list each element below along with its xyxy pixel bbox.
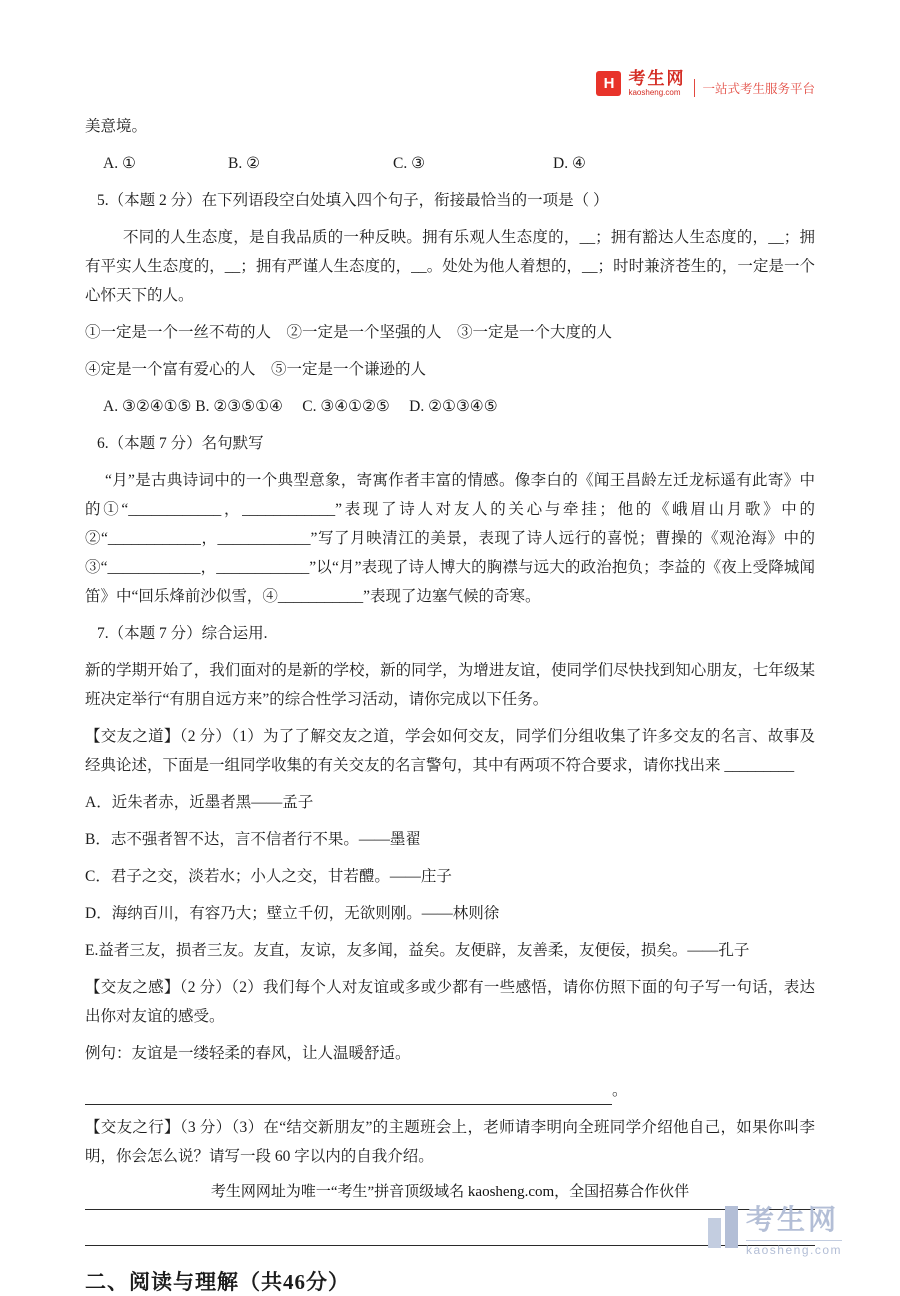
watermark-bar-left — [708, 1218, 721, 1248]
logo-slogan: 一站式考生服务平台 — [694, 79, 815, 97]
question7-part1: 【交友之道】（2 分）（1）为了了解交友之道，学会如何交友，同学们分组收集了许多交友的名言、故事及经典论述，下面是一组同学收集的有关交友的名言警句，其中有两项不符合要求，请你找出来 _________ — [85, 728, 815, 774]
question7-quote-a: A．近朱者赤，近墨者黑——孟子 — [85, 794, 314, 811]
kaosheng-watermark — [708, 1206, 842, 1257]
question7-quote-b: B．志不强者智不达，言不信者行不果。——墨翟 — [85, 831, 421, 848]
watermark-bar-right — [725, 1206, 738, 1248]
question7-quote-e: E.益者三友，损者三友。友直，友谅，友多闻，益矣。友便辟，友善柔，友便佞，损矣。——孔子 — [85, 942, 750, 959]
question4-option-c: C. ③ — [393, 155, 425, 172]
watermark-domain: kaosheng.com — [746, 1240, 842, 1257]
kaosheng-logo — [596, 70, 815, 97]
answer-line-2 — [85, 1215, 815, 1246]
kaosheng-watermark-icon — [708, 1206, 738, 1248]
question7-example: 例句：友谊是一缕轻柔的春风，让人温暖舒适。 — [85, 1045, 411, 1062]
answer-line-period: 。 — [612, 1082, 628, 1099]
question7-quote-c: C．君子之交，淡若水；小人之交，甘若醴。——庄子 — [85, 868, 452, 885]
kaosheng-logo-icon: H — [596, 71, 621, 96]
question7-part2: 【交友之感】（2 分）（2）我们每个人对友谊或多或少都有一些感悟，请你仿照下面的句子写一句话，表达出你对友谊的感受。 — [85, 979, 815, 1025]
kaosheng-watermark-text — [746, 1206, 842, 1257]
question5-items-line1: ①一定是一个一丝不苟的人 ②一定是一个坚强的人 ③一定是一个大度的人 — [85, 324, 613, 341]
question7-part3: 【交友之行】（3 分）（3）在“结交新朋友”的主题班会上，老师请李明向全班同学介绍他自己，如果你叫李明，你会怎么说？请写一段 60 字以内的自我介绍。 — [85, 1119, 815, 1165]
paragraph-tail: 美意境。 — [85, 118, 148, 135]
answer-line-short — [85, 1076, 815, 1105]
section2-title: 二、阅读与理解（共46分） — [85, 1270, 350, 1294]
question4-options-row — [85, 149, 815, 178]
question6-passage: “月”是古典诗词中的一个典型意象，寄寓作者丰富的情感。像李白的《闻王昌龄左迁龙标遥有此寄》中的①“____________，____________”表现了诗人对友人的关心与牵挂；他的《峨眉山月歌》中的②“____________，____________”写了月映清江的美景，表现了诗人远行的喜悦；曹操的《观沧海》中的③“____________，____________”以“月”表现了诗人博大的胸襟与远大的政治抱负；李益的《夜上受降城闻笛》中“回乐烽前沙似雪，④___________”表现了边塞气候的奇寒。 — [85, 472, 815, 605]
question7-quote-d: D．海纳百川，有容乃大；壁立千仞，无欲则刚。——林则徐 — [85, 905, 500, 922]
kaosheng-logo-name — [628, 70, 685, 97]
question4-option-b: B. ② — [228, 155, 260, 172]
question7-stem: 7.（本题 7 分）综合运用. — [97, 625, 268, 642]
watermark-name: 考生网 — [745, 1205, 839, 1236]
question6-stem: 6.（本题 7 分）名句默写 — [97, 435, 264, 452]
question5-passage: 不同的人生态度，是自我品质的一种反映。拥有乐观人生态度的，__；拥有豁达人生态度的，__；拥有平实人生态度的，__；拥有严谨人生态度的，__。处处为他人着想的，__；时时兼济苍生的，一定是一个心怀天下的人。 — [85, 229, 815, 304]
logo-text: 考生网 — [628, 69, 686, 88]
page-footer: 考生网网址为唯一“考生”拼音顶级域名 kaosheng.com，全国招募合作伙伴 — [210, 1184, 690, 1200]
question5-items-line2: ④定是一个富有爱心的人 ⑤一定是一个谦逊的人 — [85, 361, 427, 378]
answer-underline — [85, 1089, 612, 1105]
question7-intro: 新的学期开始了，我们面对的是新的学校，新的同学，为增进友谊，使同学们尽快找到知心朋友，七年级某班决定举行“有朋自远方来”的综合性学习活动，请你完成以下任务。 — [85, 662, 815, 708]
question4-option-d: D. ④ — [553, 155, 586, 172]
question4-option-a: A. ① — [103, 155, 136, 172]
logo-domain: kaosheng.com — [628, 88, 681, 97]
question5-stem: 5.（本题 2 分）在下列语段空白处填入四个句子，衔接最恰当的一项是（ ） — [97, 192, 609, 209]
question5-choices: A. ③②④①⑤ B. ②③⑤①④ C. ③④①②⑤ D. ②①③④⑤ — [103, 398, 498, 415]
